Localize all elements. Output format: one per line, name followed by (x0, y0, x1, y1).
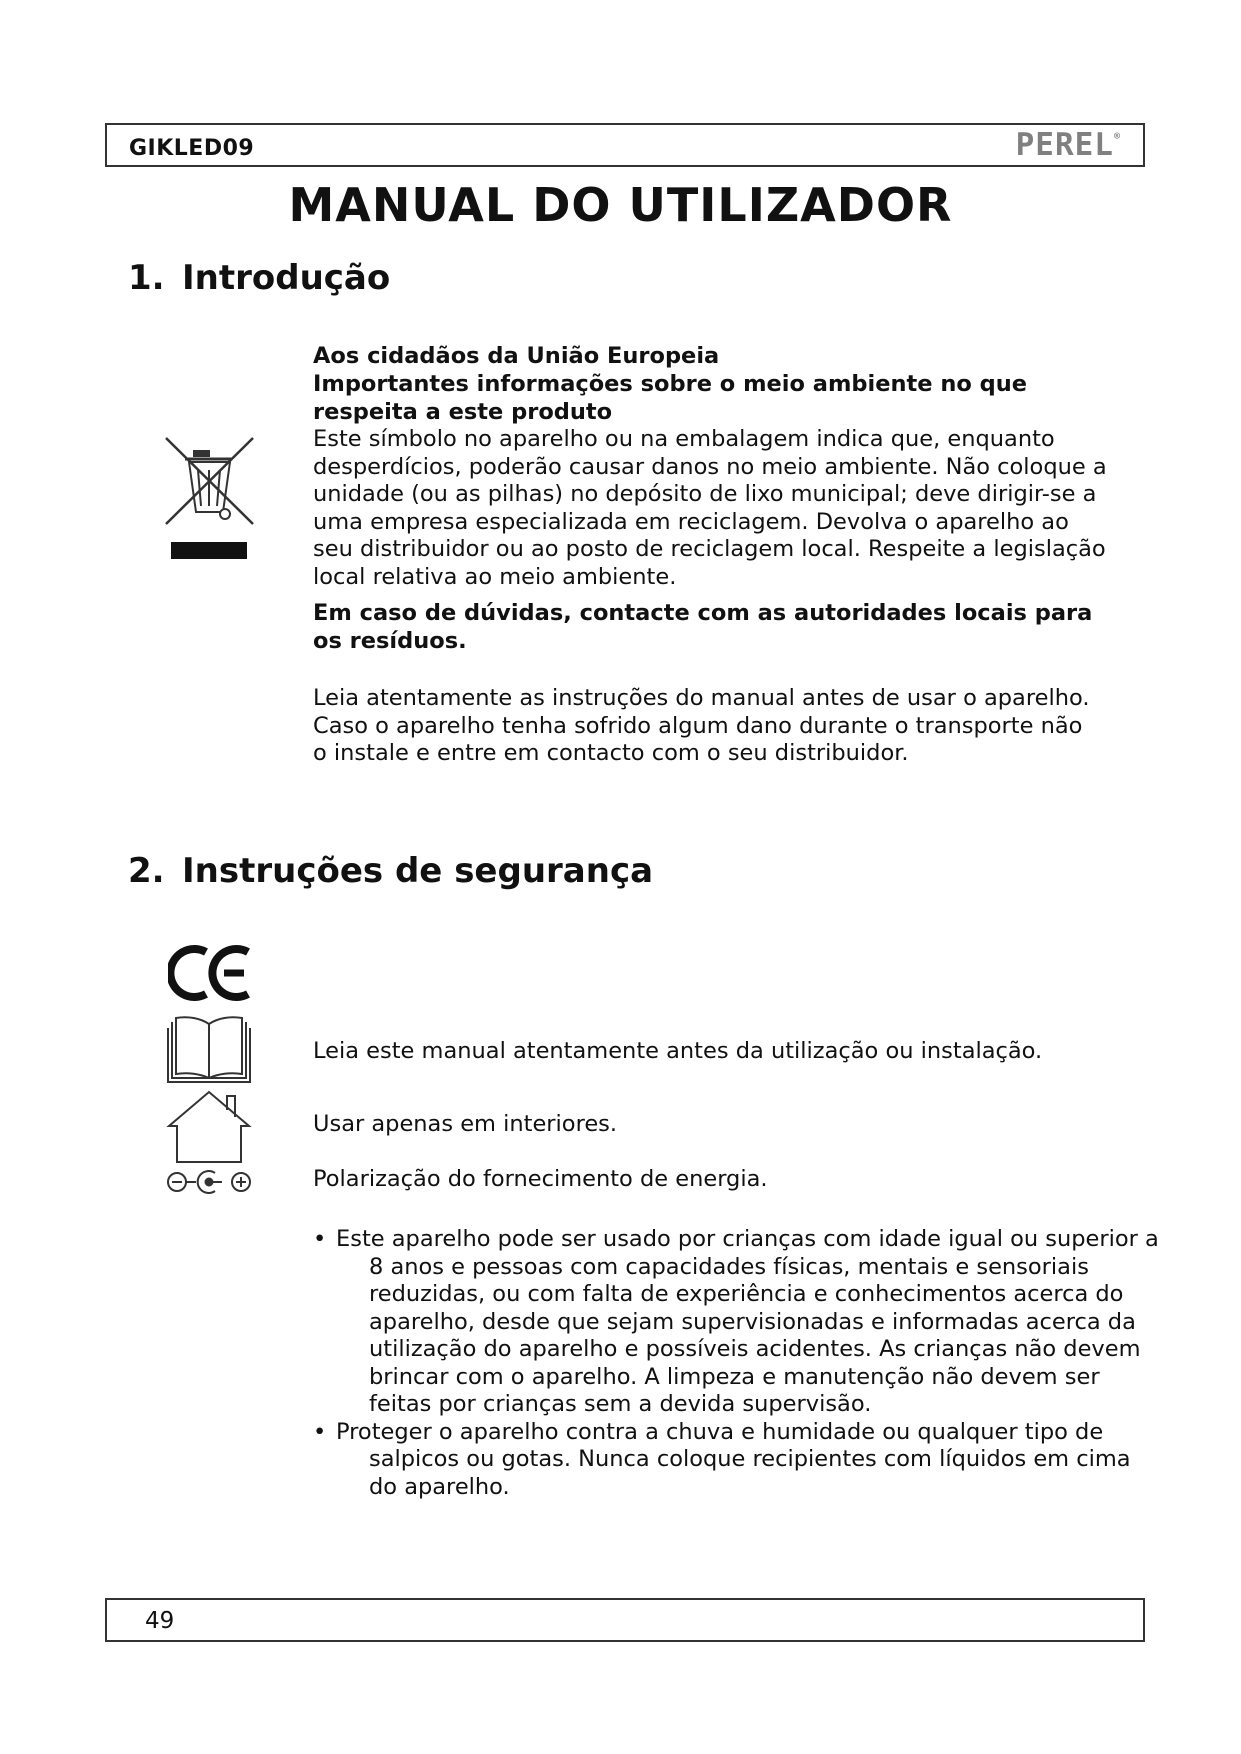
section-title: Introdução (182, 258, 391, 298)
indoor-use-text: Usar apenas em interiores. (313, 1111, 618, 1137)
polarity-text: Polarização do fornecimento de energia. (313, 1166, 768, 1192)
read-manual-text: Leia este manual atentamente antes da utilização ou instalação. (313, 1038, 1043, 1064)
ce-mark-icon (168, 942, 254, 1008)
list-item: • Este aparelho pode ser usado por crianças com idade igual ou superior a 8 anos e pessoas com capacidades físicas, mentais e sensoriais reduzidas, ou com falta de experiência e conhecimentos acerca do aparelho, desde que sejam supervisionadas e informadas acerca da utilização do aparelho e possíveis acidentes. As crianças não devem brincar com o aparelho. A limpeza e manutenção não devem ser feitas por crianças sem a devida supervisão. (313, 1226, 1159, 1417)
safety-bullet-list (313, 1226, 1163, 1501)
open-book-icon (166, 1014, 252, 1088)
document-title: MANUAL DO UTILIZADOR (288, 178, 953, 232)
weee-contact-note: Em caso de dúvidas, contacte com as autoridades locais para os resíduos. (313, 600, 1093, 654)
section-heading-introducao (128, 258, 390, 298)
section-number: 2. (128, 851, 165, 891)
model-number: GIKLED09 (129, 136, 255, 161)
environment-heading: Importantes informações sobre o meio ambiente no que respeita a este produto (313, 371, 1028, 425)
eu-citizens-heading: Aos cidadãos da União Europeia (313, 343, 720, 369)
crossed-out-wheelie-bin-icon (163, 432, 257, 572)
section-heading-seguranca (128, 851, 653, 891)
page-number: 49 (145, 1608, 175, 1634)
house-icon (165, 1090, 253, 1170)
weee-disposal-text: Este símbolo no aparelho ou na embalagem indica que, enquanto desperdícios, poderão causar danos no meio ambiente. Não coloque a unidade (ou as pilhas) no depósito de lixo municipal; deve dirigir-se a uma empresa especializada em reciclagem. Devolva o aparelho ao seu distribuidor ou ao posto de reciclagem local. Respeite a legislação local relativa ao meio ambiente. (313, 426, 1107, 590)
polarity-icon (166, 1169, 252, 1199)
page-footer (105, 1598, 1145, 1642)
brand-logo: PEREL® (1015, 127, 1121, 163)
read-instructions-note: Leia atentamente as instruções do manual antes de usar o aparelho. Caso o aparelho tenha sofrido algum dano durante o transporte não o instale e entre em contacto com o seu distribuidor. (313, 685, 1090, 766)
page-header (105, 123, 1145, 167)
list-item: • Proteger o aparelho contra a chuva e humidade ou qualquer tipo de salpicos ou gotas. Nunca coloque recipientes com líquidos em cima do aparelho. (313, 1418, 1131, 1500)
section-title: Instruções de segurança (182, 851, 654, 891)
section-number: 1. (128, 258, 165, 298)
